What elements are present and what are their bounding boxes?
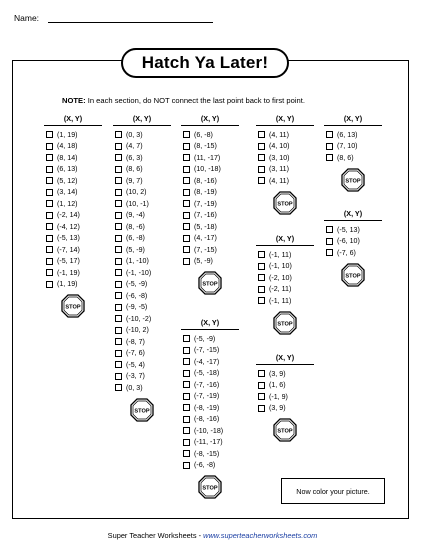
point-row bbox=[113, 290, 171, 302]
point-checkbox[interactable] bbox=[183, 358, 190, 365]
point-label: (0, 3) bbox=[126, 130, 143, 139]
point-label: (-7, -16) bbox=[194, 380, 220, 389]
point-row bbox=[44, 152, 102, 164]
point-label: (1, -10) bbox=[126, 257, 149, 266]
point-label: (9, 7) bbox=[126, 176, 143, 185]
point-checkbox[interactable] bbox=[115, 166, 122, 173]
point-row bbox=[324, 224, 382, 236]
point-checkbox[interactable] bbox=[115, 143, 122, 150]
point-label: (4, 7) bbox=[126, 142, 143, 151]
point-checkbox[interactable] bbox=[46, 269, 53, 276]
point-checkbox[interactable] bbox=[183, 439, 190, 446]
point-checkbox[interactable] bbox=[183, 223, 190, 230]
point-row bbox=[113, 233, 171, 245]
point-checkbox[interactable] bbox=[115, 315, 122, 322]
point-row bbox=[44, 279, 102, 291]
point-checkbox[interactable] bbox=[46, 235, 53, 242]
point-checkbox[interactable] bbox=[183, 189, 190, 196]
point-label: (4, -17) bbox=[194, 234, 217, 243]
point-checkbox[interactable] bbox=[326, 226, 333, 233]
point-checkbox[interactable] bbox=[183, 258, 190, 265]
point-checkbox[interactable] bbox=[115, 350, 122, 357]
point-checkbox[interactable] bbox=[46, 258, 53, 265]
point-checkbox[interactable] bbox=[258, 166, 265, 173]
point-row bbox=[181, 460, 239, 472]
point-row bbox=[256, 284, 314, 296]
point-label: (6, 13) bbox=[337, 130, 358, 139]
point-label: (5, -9) bbox=[194, 257, 213, 266]
point-row bbox=[256, 261, 314, 273]
point-row bbox=[181, 391, 239, 403]
point-row bbox=[256, 403, 314, 415]
point-checkbox[interactable] bbox=[258, 274, 265, 281]
point-checkbox[interactable] bbox=[46, 131, 53, 138]
section-2 bbox=[113, 114, 171, 422]
point-checkbox[interactable] bbox=[115, 223, 122, 230]
point-checkbox[interactable] bbox=[115, 292, 122, 299]
point-checkbox[interactable] bbox=[115, 269, 122, 276]
point-label: (-1, -10) bbox=[126, 268, 152, 277]
point-label: (-11, -17) bbox=[194, 438, 223, 447]
point-label: (-4, 12) bbox=[57, 222, 80, 231]
point-label: (6, -8) bbox=[126, 234, 145, 243]
point-row bbox=[256, 249, 314, 261]
section-8 bbox=[324, 114, 382, 192]
point-row bbox=[113, 141, 171, 153]
point-row bbox=[44, 164, 102, 176]
point-checkbox[interactable] bbox=[46, 177, 53, 184]
point-label: (9, -4) bbox=[126, 211, 145, 220]
point-label: (8, 6) bbox=[126, 165, 143, 174]
point-row bbox=[113, 371, 171, 383]
point-label: (-5, 13) bbox=[337, 225, 360, 234]
point-row bbox=[256, 272, 314, 284]
point-row bbox=[256, 175, 314, 187]
section-9 bbox=[324, 209, 382, 287]
section-header: (X, Y) bbox=[324, 209, 382, 221]
point-row bbox=[113, 267, 171, 279]
point-row bbox=[44, 267, 102, 279]
point-row bbox=[44, 187, 102, 199]
point-checkbox[interactable] bbox=[46, 223, 53, 230]
point-row bbox=[113, 210, 171, 222]
stop-sign-icon bbox=[198, 271, 222, 295]
point-label: (-10, -2) bbox=[126, 314, 152, 323]
point-label: (-5, -18) bbox=[194, 369, 220, 378]
point-row bbox=[44, 198, 102, 210]
point-row bbox=[44, 256, 102, 268]
point-checkbox[interactable] bbox=[326, 249, 333, 256]
point-row bbox=[113, 256, 171, 268]
point-checkbox[interactable] bbox=[183, 335, 190, 342]
point-checkbox[interactable] bbox=[115, 154, 122, 161]
point-label: (-2, 11) bbox=[269, 285, 292, 294]
stop-label: STOP bbox=[202, 281, 218, 288]
point-label: (4, 11) bbox=[269, 130, 289, 139]
point-row bbox=[181, 379, 239, 391]
point-checkbox[interactable] bbox=[326, 143, 333, 150]
point-checkbox[interactable] bbox=[46, 246, 53, 253]
point-checkbox[interactable] bbox=[46, 143, 53, 150]
point-row bbox=[44, 233, 102, 245]
point-label: (-5, 17) bbox=[57, 257, 80, 266]
point-label: (5, -18) bbox=[194, 222, 217, 231]
point-label: (-7, -19) bbox=[194, 392, 220, 401]
point-row bbox=[256, 380, 314, 392]
point-label: (-6, -8) bbox=[126, 291, 148, 300]
stop-label: STOP bbox=[202, 485, 218, 492]
point-row bbox=[113, 336, 171, 348]
point-checkbox[interactable] bbox=[258, 405, 265, 412]
section-header: (X, Y) bbox=[44, 114, 102, 126]
point-label: (3, 11) bbox=[269, 165, 289, 174]
point-row bbox=[181, 368, 239, 380]
point-checkbox[interactable] bbox=[115, 177, 122, 184]
point-checkbox[interactable] bbox=[326, 131, 333, 138]
point-label: (8, 14) bbox=[57, 153, 78, 162]
point-checkbox[interactable] bbox=[115, 327, 122, 334]
stop-label: STOP bbox=[277, 320, 293, 327]
point-label: (-4, -17) bbox=[194, 357, 220, 366]
section-header: (X, Y) bbox=[256, 114, 314, 126]
point-row bbox=[181, 164, 239, 176]
stop-label: STOP bbox=[134, 407, 150, 414]
point-row bbox=[44, 129, 102, 141]
point-row bbox=[256, 141, 314, 153]
point-checkbox[interactable] bbox=[183, 370, 190, 377]
point-checkbox[interactable] bbox=[46, 166, 53, 173]
section-header: (X, Y) bbox=[324, 114, 382, 126]
point-checkbox[interactable] bbox=[46, 200, 53, 207]
point-row bbox=[181, 414, 239, 426]
point-checkbox[interactable] bbox=[183, 450, 190, 457]
point-label: (5, -9) bbox=[126, 245, 145, 254]
point-label: (4, 11) bbox=[269, 176, 289, 185]
section-5 bbox=[256, 114, 314, 215]
point-checkbox[interactable] bbox=[183, 200, 190, 207]
footer-link[interactable]: www.superteacherworksheets.com bbox=[203, 531, 318, 540]
point-label: (-8, -15) bbox=[194, 449, 220, 458]
point-row bbox=[181, 141, 239, 153]
point-row bbox=[113, 302, 171, 314]
point-label: (-7, 6) bbox=[126, 349, 145, 358]
point-checkbox[interactable] bbox=[183, 177, 190, 184]
point-row bbox=[44, 221, 102, 233]
point-row bbox=[181, 356, 239, 368]
point-checkbox[interactable] bbox=[115, 361, 122, 368]
point-label: (-6, -8) bbox=[194, 461, 216, 470]
point-checkbox[interactable] bbox=[183, 381, 190, 388]
point-checkbox[interactable] bbox=[115, 384, 122, 391]
point-checkbox[interactable] bbox=[183, 347, 190, 354]
point-label: (3, 10) bbox=[269, 153, 290, 162]
point-label: (0, 3) bbox=[126, 383, 143, 392]
point-label: (3, 14) bbox=[57, 188, 78, 197]
point-checkbox[interactable] bbox=[46, 189, 53, 196]
point-row bbox=[44, 175, 102, 187]
point-checkbox[interactable] bbox=[258, 393, 265, 400]
point-row bbox=[181, 333, 239, 345]
note-label: NOTE: bbox=[62, 96, 86, 105]
stop-sign-icon bbox=[273, 418, 297, 442]
point-checkbox[interactable] bbox=[183, 462, 190, 469]
point-row bbox=[113, 313, 171, 325]
point-label: (-8, 7) bbox=[126, 337, 145, 346]
point-label: (7, 10) bbox=[337, 142, 358, 151]
stop-label: STOP bbox=[345, 272, 361, 279]
point-row bbox=[256, 152, 314, 164]
point-row bbox=[181, 345, 239, 357]
point-label: (1, 6) bbox=[269, 381, 286, 390]
point-label: (-5, 13) bbox=[57, 234, 80, 243]
point-label: (-7, 6) bbox=[337, 248, 356, 257]
point-row bbox=[181, 187, 239, 199]
point-label: (1, 12) bbox=[57, 199, 78, 208]
footer-separator: - bbox=[196, 531, 204, 540]
point-label: (10, -18) bbox=[194, 165, 221, 174]
point-checkbox[interactable] bbox=[183, 246, 190, 253]
point-label: (3, 9) bbox=[269, 404, 286, 413]
point-row bbox=[181, 425, 239, 437]
point-checkbox[interactable] bbox=[115, 131, 122, 138]
point-checkbox[interactable] bbox=[115, 189, 122, 196]
point-label: (-7, 14) bbox=[57, 245, 80, 254]
point-row bbox=[113, 164, 171, 176]
point-label: (7, -19) bbox=[194, 199, 217, 208]
stop-label: STOP bbox=[65, 304, 81, 311]
point-row bbox=[256, 129, 314, 141]
point-checkbox[interactable] bbox=[46, 281, 53, 288]
point-row bbox=[324, 236, 382, 248]
point-checkbox[interactable] bbox=[258, 297, 265, 304]
point-checkbox[interactable] bbox=[183, 416, 190, 423]
point-checkbox[interactable] bbox=[115, 235, 122, 242]
section-header: (X, Y) bbox=[256, 234, 314, 246]
point-checkbox[interactable] bbox=[46, 212, 53, 219]
name-label: Name: bbox=[14, 13, 40, 23]
point-label: (-3, 7) bbox=[126, 372, 145, 381]
point-checkbox[interactable] bbox=[258, 154, 265, 161]
instruction-note bbox=[62, 96, 305, 105]
point-label: (5, 12) bbox=[57, 176, 78, 185]
point-label: (8, -6) bbox=[126, 222, 145, 231]
point-label: (-5, -9) bbox=[194, 334, 216, 343]
point-row bbox=[256, 164, 314, 176]
stop-label: STOP bbox=[345, 177, 361, 184]
point-label: (4, 18) bbox=[57, 142, 78, 151]
point-row bbox=[324, 129, 382, 141]
stop-sign-icon bbox=[273, 311, 297, 335]
point-checkbox[interactable] bbox=[183, 143, 190, 150]
point-row bbox=[256, 295, 314, 307]
worksheet-title: Hatch Ya Later! bbox=[121, 48, 289, 78]
point-checkbox[interactable] bbox=[115, 281, 122, 288]
point-row bbox=[324, 152, 382, 164]
point-checkbox[interactable] bbox=[258, 251, 265, 258]
point-label: (8, 6) bbox=[337, 153, 354, 162]
name-input-line[interactable] bbox=[48, 22, 213, 23]
point-label: (-1, 10) bbox=[269, 262, 292, 271]
point-checkbox[interactable] bbox=[258, 382, 265, 389]
point-row bbox=[113, 152, 171, 164]
point-row bbox=[181, 233, 239, 245]
point-checkbox[interactable] bbox=[326, 238, 333, 245]
point-label: (6, 13) bbox=[57, 165, 78, 174]
point-label: (1, 19) bbox=[57, 280, 78, 289]
point-label: (-10, 2) bbox=[126, 326, 149, 335]
point-row bbox=[113, 382, 171, 394]
point-row bbox=[181, 221, 239, 233]
point-checkbox[interactable] bbox=[115, 304, 122, 311]
stop-label: STOP bbox=[277, 200, 293, 207]
point-checkbox[interactable] bbox=[183, 212, 190, 219]
point-label: (6, 3) bbox=[126, 153, 143, 162]
point-label: (10, 2) bbox=[126, 188, 147, 197]
point-checkbox[interactable] bbox=[326, 154, 333, 161]
stop-sign-icon bbox=[61, 294, 85, 318]
point-checkbox[interactable] bbox=[46, 154, 53, 161]
point-checkbox[interactable] bbox=[258, 177, 265, 184]
point-label: (-7, -15) bbox=[194, 346, 220, 355]
point-label: (-6, 10) bbox=[337, 237, 360, 246]
point-label: (-1, 19) bbox=[57, 268, 80, 277]
stop-sign-icon bbox=[341, 168, 365, 192]
point-label: (-1, 11) bbox=[269, 296, 292, 305]
point-checkbox[interactable] bbox=[258, 286, 265, 293]
point-checkbox[interactable] bbox=[183, 393, 190, 400]
footer-brand: Super Teacher Worksheets bbox=[107, 531, 197, 540]
note-text: In each section, do NOT connect the last point back to first point. bbox=[85, 96, 305, 105]
point-label: (8, -19) bbox=[194, 188, 217, 197]
point-row bbox=[181, 129, 239, 141]
point-checkbox[interactable] bbox=[258, 263, 265, 270]
point-checkbox[interactable] bbox=[258, 143, 265, 150]
stop-label: STOP bbox=[277, 428, 293, 435]
point-row bbox=[113, 359, 171, 371]
point-checkbox[interactable] bbox=[115, 212, 122, 219]
point-row bbox=[181, 256, 239, 268]
point-checkbox[interactable] bbox=[258, 131, 265, 138]
section-header: (X, Y) bbox=[256, 353, 314, 365]
point-row bbox=[324, 141, 382, 153]
point-label: (7, -15) bbox=[194, 245, 217, 254]
point-row bbox=[113, 279, 171, 291]
stop-sign-icon bbox=[273, 191, 297, 215]
point-row bbox=[181, 437, 239, 449]
section-header: (X, Y) bbox=[181, 318, 239, 330]
point-row bbox=[113, 129, 171, 141]
point-label: (-1, 11) bbox=[269, 250, 292, 259]
point-label: (-9, -5) bbox=[126, 303, 148, 312]
section-header: (X, Y) bbox=[181, 114, 239, 126]
point-row bbox=[44, 210, 102, 222]
stop-sign-icon bbox=[198, 475, 222, 499]
point-label: (6, -8) bbox=[194, 130, 213, 139]
point-label: (11, -17) bbox=[194, 153, 221, 162]
point-label: (-8, -16) bbox=[194, 415, 220, 424]
point-row bbox=[113, 198, 171, 210]
point-row bbox=[113, 175, 171, 187]
point-label: (-8, -19) bbox=[194, 403, 220, 412]
point-row bbox=[113, 244, 171, 256]
point-row bbox=[113, 325, 171, 337]
point-row bbox=[181, 152, 239, 164]
point-label: (-2, 10) bbox=[269, 273, 292, 282]
point-checkbox[interactable] bbox=[258, 370, 265, 377]
point-label: (8, -16) bbox=[194, 176, 217, 185]
point-row bbox=[181, 402, 239, 414]
point-label: (-5, 4) bbox=[126, 360, 145, 369]
point-row bbox=[181, 175, 239, 187]
point-label: (4, 10) bbox=[269, 142, 290, 151]
section-4 bbox=[181, 318, 239, 499]
point-checkbox[interactable] bbox=[115, 246, 122, 253]
point-row bbox=[324, 247, 382, 259]
color-instruction-box: Now color your picture. bbox=[281, 478, 385, 504]
section-header: (X, Y) bbox=[113, 114, 171, 126]
point-label: (7, -16) bbox=[194, 211, 217, 220]
point-row bbox=[181, 198, 239, 210]
point-checkbox[interactable] bbox=[115, 200, 122, 207]
point-row bbox=[44, 141, 102, 153]
point-checkbox[interactable] bbox=[183, 166, 190, 173]
point-label: (-2, 14) bbox=[57, 211, 80, 220]
section-6 bbox=[256, 234, 314, 335]
section-7 bbox=[256, 353, 314, 442]
point-row bbox=[256, 368, 314, 380]
point-label: (-5, -9) bbox=[126, 280, 148, 289]
point-label: (-1, 9) bbox=[269, 392, 288, 401]
point-label: (-10, -18) bbox=[194, 426, 224, 435]
section-1 bbox=[44, 114, 102, 318]
stop-sign-icon bbox=[130, 398, 154, 422]
point-checkbox[interactable] bbox=[115, 258, 122, 265]
point-row bbox=[113, 187, 171, 199]
point-checkbox[interactable] bbox=[183, 131, 190, 138]
footer bbox=[0, 531, 425, 540]
point-label: (3, 9) bbox=[269, 369, 286, 378]
point-row bbox=[256, 391, 314, 403]
point-label: (10, -1) bbox=[126, 199, 149, 208]
point-checkbox[interactable] bbox=[115, 373, 122, 380]
point-row bbox=[113, 348, 171, 360]
point-checkbox[interactable] bbox=[183, 154, 190, 161]
point-row bbox=[181, 448, 239, 460]
point-row bbox=[181, 210, 239, 222]
point-checkbox[interactable] bbox=[183, 427, 190, 434]
point-checkbox[interactable] bbox=[183, 235, 190, 242]
point-checkbox[interactable] bbox=[115, 338, 122, 345]
point-label: (8, -15) bbox=[194, 142, 217, 151]
point-row bbox=[113, 221, 171, 233]
stop-sign-icon bbox=[341, 263, 365, 287]
section-3 bbox=[181, 114, 239, 295]
point-row bbox=[181, 244, 239, 256]
point-label: (1, 19) bbox=[57, 130, 78, 139]
point-row bbox=[44, 244, 102, 256]
point-checkbox[interactable] bbox=[183, 404, 190, 411]
